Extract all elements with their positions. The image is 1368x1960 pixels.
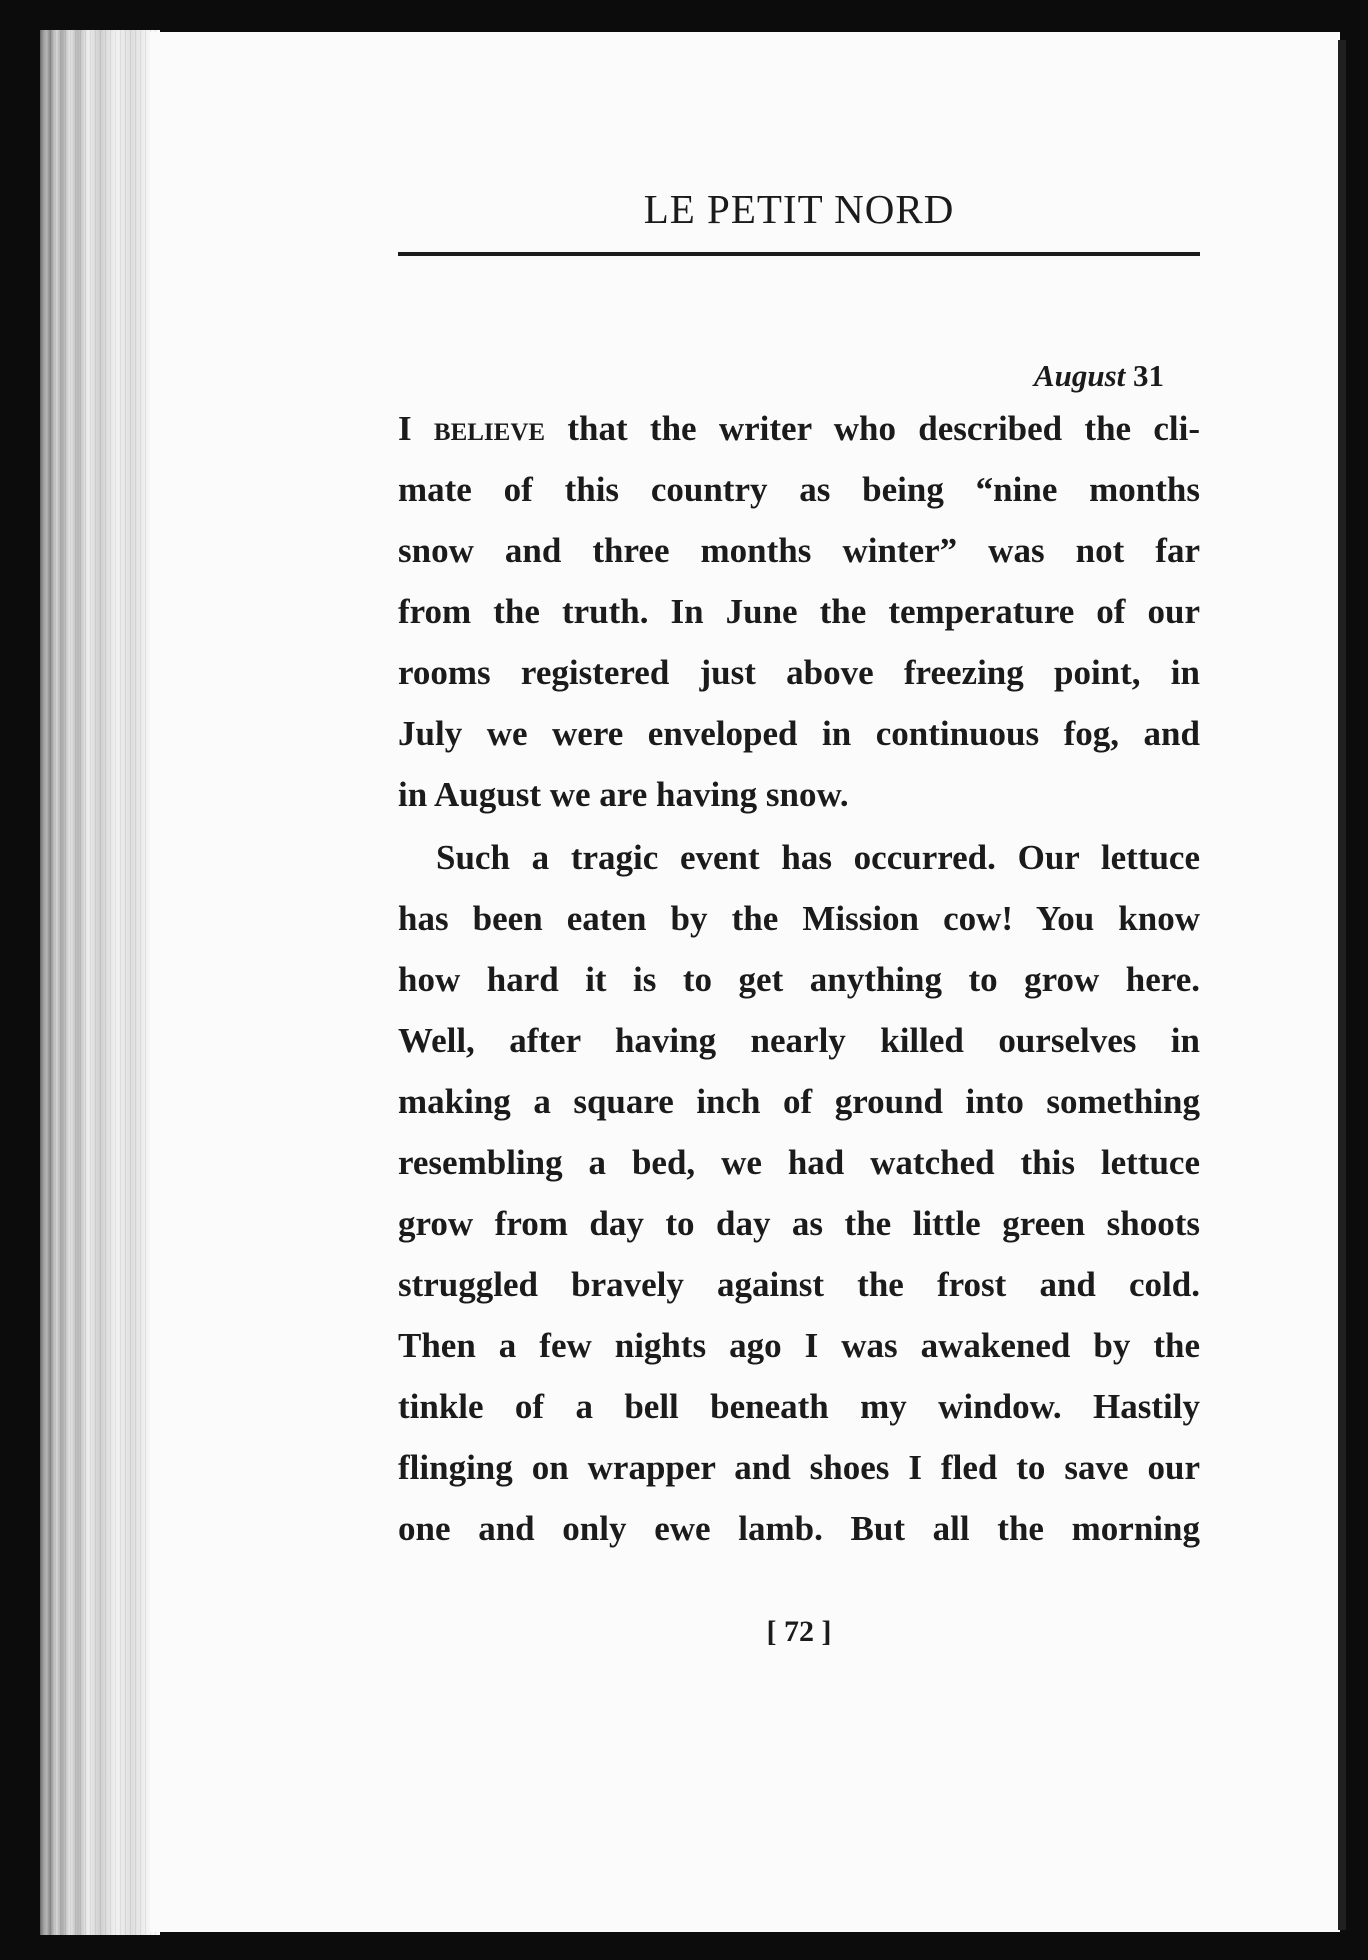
right-page-edge: [1338, 40, 1346, 1930]
entry-date: [1034, 356, 1164, 396]
text-line: July we were enveloped in continuous fog, and: [398, 714, 1200, 753]
text-line: in August we are having snow.: [398, 775, 849, 814]
entry-date-day: 31: [1133, 358, 1164, 393]
text-line: rooms registered just above freezing point, in: [398, 653, 1200, 692]
running-head: LE PETIT NORD: [643, 186, 955, 232]
text-line: flinging on wrapper and shoes I fled to save our: [398, 1448, 1200, 1487]
text-line: how hard it is to get anything to grow here.: [398, 960, 1200, 999]
line-text: that the writer who described the cli-: [567, 409, 1200, 448]
book-page: [150, 32, 1340, 1932]
text-line: grow from day to day as the little green shoots: [398, 1204, 1200, 1243]
text-line: mate of this country as being “nine months: [398, 470, 1200, 509]
text-line: one and only ewe lamb. But all the morning: [398, 1509, 1200, 1548]
text-line: Then a few nights ago I was awakened by the: [398, 1326, 1200, 1365]
page-edges: [40, 30, 160, 1935]
text-line: making a square inch of ground into something: [398, 1082, 1200, 1121]
text-line: Such a tragic event has occurred. Our lettuce: [436, 838, 1200, 877]
text-line: has been eaten by the Mission cow! You know: [398, 899, 1200, 938]
opening-smallcaps: believe: [433, 409, 546, 448]
head-rule: [398, 252, 1200, 256]
entry-date-month: August: [1033, 358, 1126, 393]
text-line: struggled bravely against the frost and cold.: [398, 1265, 1200, 1304]
text-line: from the truth. In June the temperature of our: [398, 592, 1200, 631]
text-line: Well, after having nearly killed ourselves in: [398, 1021, 1200, 1060]
page-number: [ 72 ]: [766, 1615, 832, 1648]
text-line: tinkle of a bell beneath my window. Hastily: [398, 1387, 1200, 1426]
opening-word: I: [398, 409, 412, 448]
text-line: [398, 406, 1200, 452]
text-line: resembling a bed, we had watched this lettuce: [398, 1143, 1200, 1182]
text-line: snow and three months winter” was not far: [398, 531, 1200, 570]
